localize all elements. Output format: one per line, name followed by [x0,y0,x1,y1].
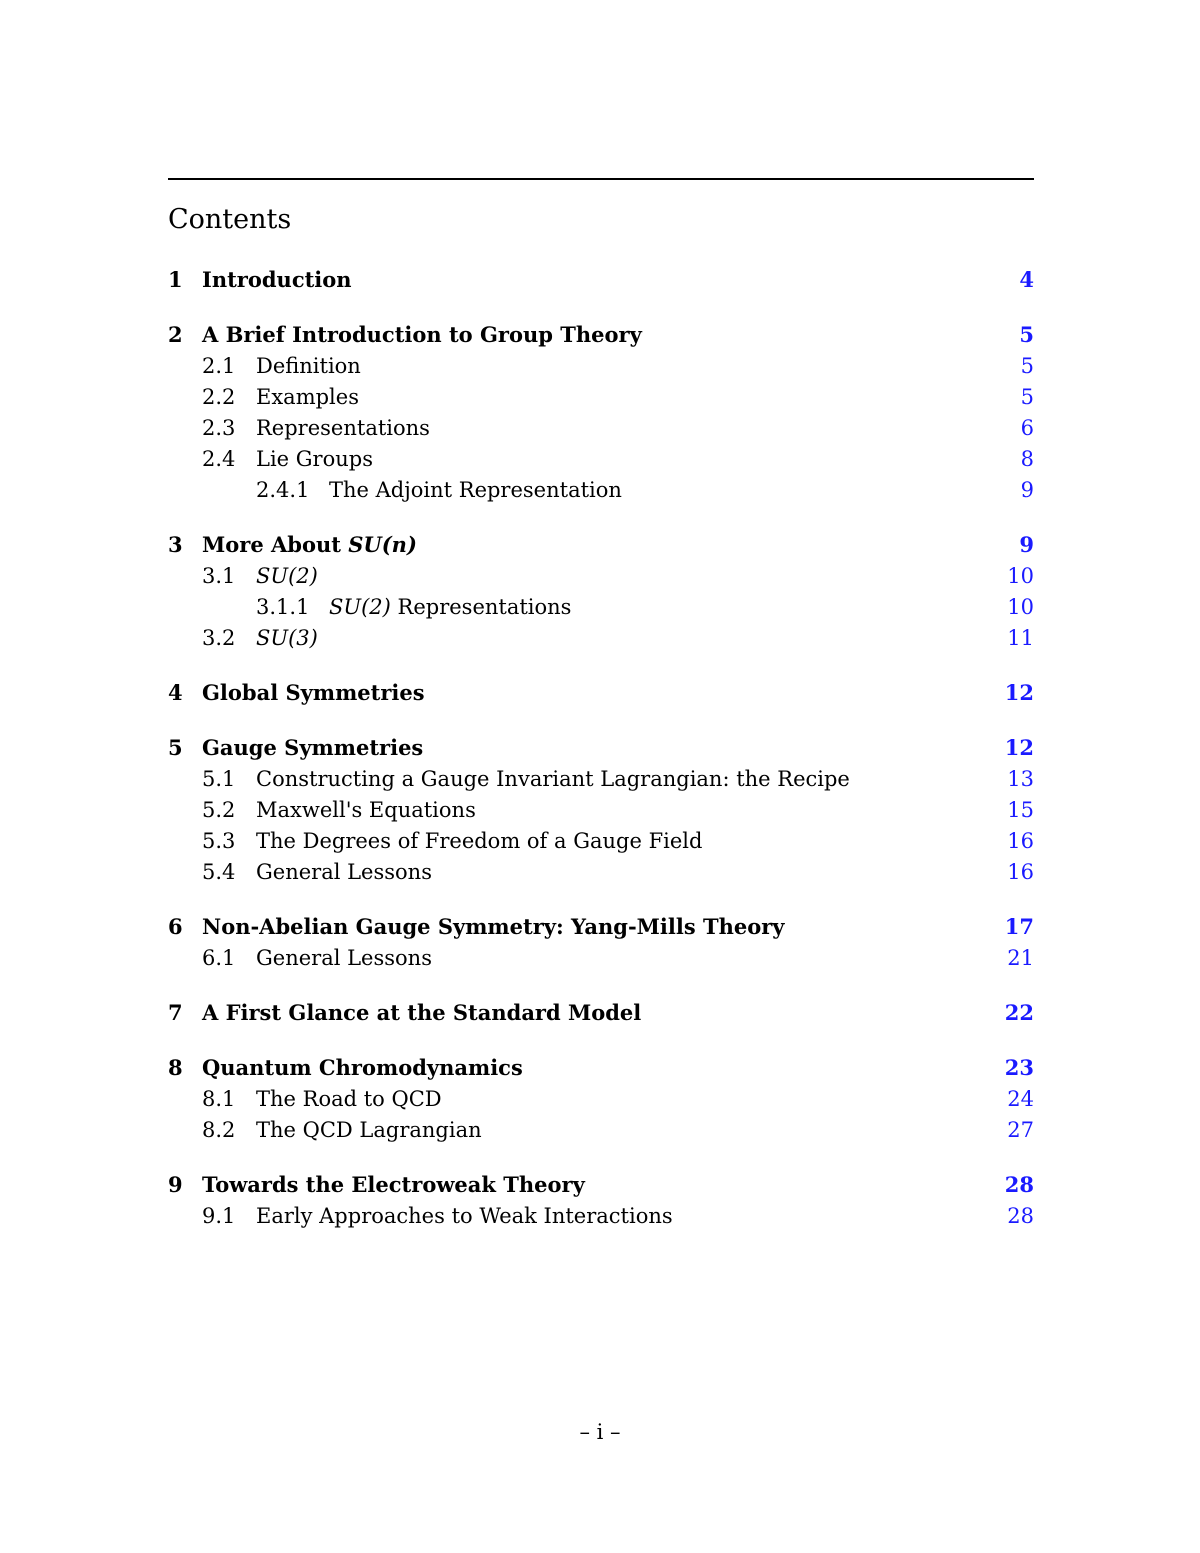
toc-entry-number: 2.4 [202,447,236,471]
toc-entry-title-text: The Adjoint Representation [329,478,622,502]
toc-entry-number: 7 [168,1000,183,1025]
toc-entry[interactable] [168,351,1034,382]
toc-entry-title-text: Lie Groups [256,447,373,471]
toc-entry-number: 1 [168,267,183,292]
toc-entry-number: 2 [168,322,183,347]
toc-entry[interactable] [168,677,1034,709]
toc-entry-title-text: Quantum Chromodynamics [202,1055,523,1080]
toc-entry[interactable] [168,561,1034,592]
toc-entry-title [256,764,850,795]
toc-entry-title-text: Global Symmetries [202,680,425,705]
toc-entry-title [202,1169,585,1201]
toc-entry[interactable] [168,623,1034,654]
toc-entry-page-link[interactable]: 21 [1007,946,1034,970]
toc-entry[interactable] [168,1084,1034,1115]
toc-entry-title [256,382,359,413]
toc-entry[interactable] [168,264,1034,296]
toc-entry-title [256,826,702,857]
toc-entry-title [202,677,425,709]
toc-entry[interactable] [168,1115,1034,1146]
toc-entry-page-link[interactable]: 4 [1019,267,1034,292]
toc-entry-number: 5.2 [202,798,236,822]
toc-entry-page-link[interactable]: 11 [1007,626,1034,650]
toc-entry-page-link[interactable]: 28 [1007,1204,1034,1228]
toc-entry-number: 5.4 [202,860,236,884]
toc-entry[interactable] [168,764,1034,795]
toc-entry-number: 8 [168,1055,183,1080]
toc-entry-title-text: Definition [256,354,361,378]
toc-entry-title-text: The Degrees of Freedom of a Gauge Field [256,829,703,853]
toc-entry-number: 4 [168,680,183,705]
toc-entry-title [256,351,361,382]
toc-entry-number: 5 [168,735,183,760]
toc-entry-number: 8.1 [202,1087,236,1111]
toc-entry[interactable] [168,795,1034,826]
toc-entry-title [256,943,432,974]
toc-entry-page-link[interactable]: 6 [1020,416,1034,440]
toc-entry[interactable] [168,592,1034,623]
toc-entry-title [202,319,642,351]
contents-heading: Contents [168,204,292,235]
toc-entry-math: SU(3) [256,626,318,650]
toc-entry-title [202,264,352,296]
toc-entry-title [202,997,641,1029]
toc-entry-page-link[interactable]: 12 [1004,680,1034,705]
toc-entry-page-link[interactable]: 5 [1020,354,1034,378]
toc-entry-page-link[interactable]: 9 [1020,478,1034,502]
toc-entry-number: 2.1 [202,354,236,378]
toc-entry-page-link[interactable]: 9 [1019,532,1034,557]
toc-entry-number: 5.1 [202,767,236,791]
toc-entry-title [202,1052,523,1084]
toc-entry[interactable] [168,444,1034,475]
toc-entry-title-text: Examples [256,385,359,409]
toc-entry-page-link[interactable]: 10 [1007,564,1034,588]
toc-entry-number: 8.2 [202,1118,236,1142]
toc-entry-page-link[interactable]: 16 [1007,829,1034,853]
toc-entry-page-link[interactable]: 12 [1004,735,1034,760]
toc-entry-title-text: General Lessons [256,946,432,970]
toc-entry[interactable] [168,1201,1034,1232]
toc-entry-title [256,1201,673,1232]
toc-entry-page-link[interactable]: 15 [1007,798,1034,822]
toc-entry-math: SU(2) [329,595,391,619]
toc-entry-page-link[interactable]: 28 [1004,1172,1034,1197]
toc-entry-number: 9 [168,1172,183,1197]
toc-entry[interactable] [168,911,1034,943]
toc-entry-number: 6 [168,914,183,939]
toc-entry-title-text: The Road to QCD [256,1087,442,1111]
toc-entry[interactable] [168,475,1034,506]
toc-entry[interactable] [168,413,1034,444]
toc-entry-number: 2.4.1 [256,478,310,502]
toc-entry-page-link[interactable]: 13 [1007,767,1034,791]
toc-entry-number: 3.2 [202,626,236,650]
toc-entry[interactable] [168,857,1034,888]
toc-entry-title [202,732,423,764]
toc-entry-math: SU(n) [348,532,417,557]
toc-entry-title [329,592,571,623]
toc-entry[interactable] [168,1052,1034,1084]
toc-entry-title [256,623,318,654]
toc-entry-page-link[interactable]: 8 [1020,447,1034,471]
toc-entry-number: 2.3 [202,416,236,440]
toc-entry-title-text: Towards the Electroweak Theory [202,1172,585,1197]
toc-entry-number: 6.1 [202,946,236,970]
toc-entry-page-link[interactable]: 10 [1007,595,1034,619]
toc-entry-page-link[interactable]: 23 [1004,1055,1034,1080]
table-of-contents [168,264,1034,1232]
toc-entry-page-link[interactable]: 5 [1019,322,1034,347]
toc-entry[interactable] [168,529,1034,561]
top-rule [168,178,1034,180]
toc-entry-number: 3.1.1 [256,595,310,619]
toc-entry-page-link[interactable]: 22 [1004,1000,1034,1025]
toc-entry-title-text: Representations [256,416,430,440]
toc-entry-page-link[interactable]: 24 [1007,1087,1034,1111]
toc-entry-page-link[interactable]: 27 [1007,1118,1034,1142]
toc-entry[interactable] [168,826,1034,857]
toc-entry-number: 3 [168,532,183,557]
toc-entry-title [256,413,430,444]
toc-entry[interactable] [168,943,1034,974]
toc-entry[interactable] [168,1169,1034,1201]
toc-entry[interactable] [168,319,1034,351]
toc-entry-title-text: A First Glance at the Standard Model [202,1000,642,1025]
toc-entry-title [256,561,318,592]
toc-entry[interactable] [168,997,1034,1029]
toc-entry-page-link[interactable]: 5 [1020,385,1034,409]
toc-entry-title-text: Representations [390,595,572,619]
toc-entry-page-link[interactable]: 16 [1007,860,1034,884]
toc-entry-number: 5.3 [202,829,236,853]
toc-entry-number: 3.1 [202,564,236,588]
page-number-footer: – i – [579,1420,621,1444]
toc-entry-title [329,475,622,506]
toc-entry-title-text: Maxwell's Equations [256,798,476,822]
toc-entry-title-text: Gauge Symmetries [202,735,424,760]
toc-entry-title [202,529,417,561]
toc-entry-title [256,795,476,826]
toc-entry-page-link[interactable]: 17 [1004,914,1034,939]
toc-entry-number: 9.1 [202,1204,236,1228]
toc-entry[interactable] [168,732,1034,764]
toc-entry-title-text: Non-Abelian Gauge Symmetry: Yang-Mills Theory [202,914,785,939]
toc-entry-math: SU(2) [256,564,318,588]
toc-entry-title [256,1084,442,1115]
toc-entry-title [256,444,373,475]
toc-entry-number: 2.2 [202,385,236,409]
toc-entry-title-text: Constructing a Gauge Invariant Lagrangian: the Recipe [256,767,850,791]
toc-entry-title-text: A Brief Introduction to Group Theory [202,322,642,347]
toc-entry-title-text: Early Approaches to Weak Interactions [256,1204,673,1228]
toc-entry-title-text: General Lessons [256,860,432,884]
toc-entry-title [256,857,432,888]
toc-entry-title [202,911,785,943]
toc-entry-title [256,1115,482,1146]
toc-entry-title-text: More About [202,532,349,557]
toc-entry-title-text: The QCD Lagrangian [256,1118,482,1142]
toc-entry[interactable] [168,382,1034,413]
toc-entry-title-text: Introduction [202,267,352,292]
